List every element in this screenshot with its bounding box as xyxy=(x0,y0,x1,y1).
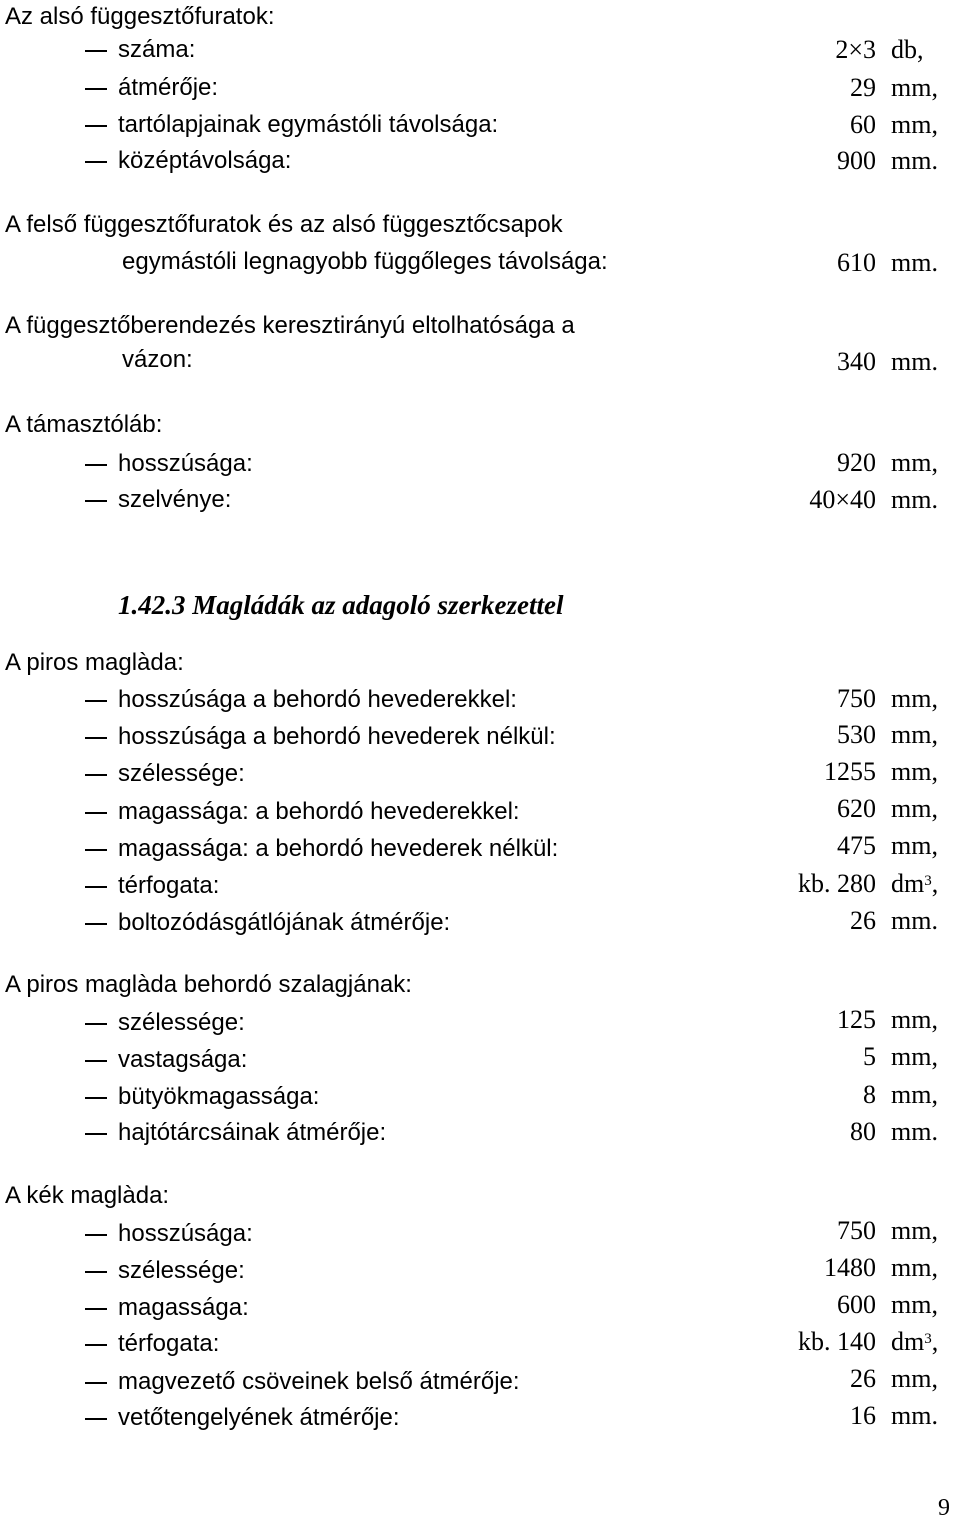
bullet-dash xyxy=(85,1234,107,1236)
item-label: száma: xyxy=(118,36,196,63)
item-unit: mm. xyxy=(891,906,938,935)
item-value: 900 xyxy=(837,146,876,175)
item-unit: mm. xyxy=(891,347,938,376)
item-label: tartólapjainak egymástóli távolsága: xyxy=(118,111,499,138)
item-label: magassága: a behordó hevederekkel: xyxy=(118,798,520,825)
item-value: 29 xyxy=(850,73,876,102)
bullet-dash xyxy=(85,923,107,925)
item-value: 5 xyxy=(863,1042,876,1071)
item-label: középtávolsága: xyxy=(118,147,292,174)
item-label: magassága: xyxy=(118,1294,249,1321)
bullet-dash xyxy=(85,700,107,702)
item-label: magassága: a behordó hevederek nélkül: xyxy=(118,835,559,862)
bullet-dash xyxy=(85,737,107,739)
item-value: 1255 xyxy=(824,757,876,786)
item-unit: mm, xyxy=(891,831,938,860)
item-label: szelvénye: xyxy=(118,486,232,513)
item-unit: mm. xyxy=(891,1401,938,1430)
item-label: térfogata: xyxy=(118,1330,220,1357)
bullet-dash xyxy=(85,500,107,502)
bullet-dash xyxy=(85,1097,107,1099)
item-label: szélessége: xyxy=(118,760,245,787)
item-label: átmérője: xyxy=(118,74,219,101)
item-value: 600 xyxy=(837,1290,876,1319)
item-unit: mm. xyxy=(891,248,938,277)
section-heading: 1.42.3 Magládák az adagoló szerkezettel xyxy=(118,590,564,620)
item-label: hosszúsága a behordó hevederekkel: xyxy=(118,686,517,713)
item-unit: mm, xyxy=(891,757,938,786)
section-title: A támasztóláb: xyxy=(5,411,163,438)
bullet-dash xyxy=(85,1308,107,1310)
bullet-dash xyxy=(85,1060,107,1062)
item-value: 26 xyxy=(850,906,876,935)
bullet-dash xyxy=(85,1023,107,1025)
item-unit: mm, xyxy=(891,448,938,477)
item-value: 475 xyxy=(837,831,876,860)
item-label: bütyökmagassága: xyxy=(118,1083,320,1110)
bullet-dash xyxy=(85,812,107,814)
item-value: 8 xyxy=(863,1080,876,1109)
bullet-dash xyxy=(85,774,107,776)
paragraph-line: vázon: xyxy=(122,346,193,373)
item-unit: mm, xyxy=(891,1253,938,1282)
item-label: hosszúsága: xyxy=(118,1220,253,1247)
section-title: A kék maglàda: xyxy=(5,1182,170,1209)
item-unit: mm, xyxy=(891,1042,938,1071)
item-label: szélessége: xyxy=(118,1257,245,1284)
item-label: hosszúsága: xyxy=(118,450,253,477)
item-value: 620 xyxy=(837,794,876,823)
bullet-dash xyxy=(85,1133,107,1135)
item-value: 40×40 xyxy=(809,485,876,514)
item-value: 80 xyxy=(850,1117,876,1146)
item-value: 920 xyxy=(837,448,876,477)
item-unit: mm, xyxy=(891,1290,938,1319)
item-value: 750 xyxy=(837,684,876,713)
item-value: 530 xyxy=(837,720,876,749)
item-unit: mm. xyxy=(891,146,938,175)
item-value: 26 xyxy=(850,1364,876,1393)
item-value: 340 xyxy=(837,347,876,376)
item-unit: mm, xyxy=(891,1216,938,1245)
bullet-dash xyxy=(85,88,107,90)
paragraph-line: A függesztőberendezés keresztirányú eltolhatósága a xyxy=(5,312,575,339)
bullet-dash xyxy=(85,125,107,127)
item-unit: db, xyxy=(891,35,924,64)
item-label: hajtótárcsáinak átmérője: xyxy=(118,1119,387,1146)
bullet-dash xyxy=(85,161,107,163)
bullet-dash xyxy=(85,1382,107,1384)
item-unit: $dm^3$, xyxy=(891,1327,939,1356)
superscript: 3 xyxy=(924,1331,932,1347)
item-unit: mm. xyxy=(891,485,938,514)
item-unit: mm, xyxy=(891,110,938,139)
item-value: 16 xyxy=(850,1401,876,1430)
bullet-dash xyxy=(85,50,107,52)
item-unit: mm, xyxy=(891,720,938,749)
section-title: A piros maglàda behordó szalagjának: xyxy=(5,971,412,998)
item-label: hosszúsága a behordó hevederek nélkül: xyxy=(118,723,556,750)
item-value: 750 xyxy=(837,1216,876,1245)
bullet-dash xyxy=(85,464,107,466)
item-label: vastagsága: xyxy=(118,1046,248,1073)
page-number: 9 xyxy=(938,1495,950,1521)
bullet-dash xyxy=(85,1344,107,1346)
item-unit: mm, xyxy=(891,1364,938,1393)
paragraph-line: egymástóli legnagyobb függőleges távolsága: xyxy=(122,248,608,275)
item-unit: mm, xyxy=(891,794,938,823)
item-value: 125 xyxy=(837,1005,876,1034)
bullet-dash xyxy=(85,1271,107,1273)
item-value: 1480 xyxy=(824,1253,876,1282)
paragraph-line: A felső függesztőfuratok és az alsó függesztőcsapok xyxy=(5,211,563,238)
item-unit: $dm^3$, xyxy=(891,869,939,898)
item-label: szélessége: xyxy=(118,1009,245,1036)
item-label: boltozódásgátlójának átmérője: xyxy=(118,909,451,936)
item-unit: mm, xyxy=(891,1080,938,1109)
bullet-dash xyxy=(85,1418,107,1420)
item-value: 60 xyxy=(850,110,876,139)
section-title: A piros maglàda: xyxy=(5,649,184,676)
item-unit: mm. xyxy=(891,1117,938,1146)
item-value: 610 xyxy=(837,248,876,277)
item-value: kb. 280 xyxy=(798,869,876,898)
item-label: magvezető csöveinek belső átmérője: xyxy=(118,1368,520,1395)
item-value: 2×3 xyxy=(835,35,876,64)
bullet-dash xyxy=(85,886,107,888)
section-title: Az alsó függesztőfuratok: xyxy=(5,3,275,30)
item-value: kb. 140 xyxy=(798,1327,876,1356)
item-unit: mm, xyxy=(891,73,938,102)
item-label: térfogata: xyxy=(118,872,220,899)
item-label: vetőtengelyének átmérője: xyxy=(118,1404,400,1431)
item-unit: mm, xyxy=(891,1005,938,1034)
superscript: 3 xyxy=(924,873,932,889)
bullet-dash xyxy=(85,849,107,851)
item-unit: mm, xyxy=(891,684,938,713)
